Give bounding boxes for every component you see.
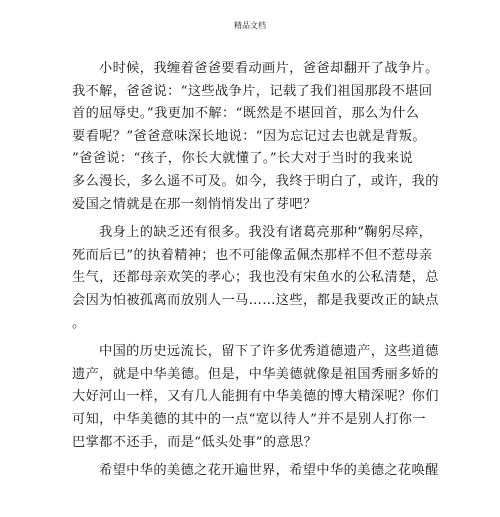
text-line: 可知，中华美德的其中的一点“宽以待人”并不是别人打你一 [72, 411, 426, 427]
text-line: 我不解，爸爸说：“这些战争片，记载了我们祖国那段不堪回 [72, 83, 433, 99]
page-header [0, 20, 500, 31]
text-line: 要看呢？”爸爸意味深长地说：“因为忘记过去也就是背叛。 [72, 128, 426, 144]
paragraph-2 [72, 222, 440, 335]
header-title: 精品文档 [234, 21, 266, 30]
paragraph-4 [72, 460, 440, 483]
text-line: 小时候，我缠着爸爸要看动画片，爸爸却翻开了战争片。 [99, 61, 439, 76]
document-body [72, 58, 440, 483]
paragraph-1 [72, 58, 440, 216]
paragraph-3 [72, 341, 440, 454]
text-line: 我身上的缺乏还有很多。我没有诸葛亮那种“鞠躬尽瘁， [99, 225, 433, 241]
text-line: 死而后已”的执着精神；也不可能像孟佩杰那样不但不惹母亲 [72, 247, 433, 263]
text-line: 首的屈辱史。”我更加不解：“既然是不堪回首，那么为什么 [72, 106, 420, 122]
text-line: 大好河山一样，又有几人能拥有中华美德的博大精深呢？你们 [72, 389, 439, 405]
text-line: 。 [72, 315, 86, 331]
text-line: 生气，还都母亲欢笑的孝心；我也没有宋鱼水的公私清楚，总 [72, 270, 439, 286]
text-line: 希望中华的美德之花开遍世界，希望中华的美德之花唤醒 [99, 463, 439, 479]
text-line: 爱国之情就是在那一刻悄悄发出了芽吧？ [72, 196, 317, 212]
text-line: 中国的历史远流长，留下了许多优秀道德遗产，这些道德 [99, 344, 439, 360]
text-line: 多么漫长，多么遥不可及。如今，我终于明白了，或许，我的 [72, 173, 439, 189]
text-line: 遗产，就是中华美德。但是，中华美德就像是祖国秀丽多娇的 [72, 366, 439, 382]
text-line: 巴掌都不还手，而是“低头处事”的意思？ [72, 434, 318, 450]
text-line: 会因为怕被孤离而放别人一马……这些，都是我要改正的缺点 [72, 292, 439, 308]
text-line: ”爸爸说：“孩子，你长大就懂了。”长大对于当时的我来说 [72, 151, 413, 167]
